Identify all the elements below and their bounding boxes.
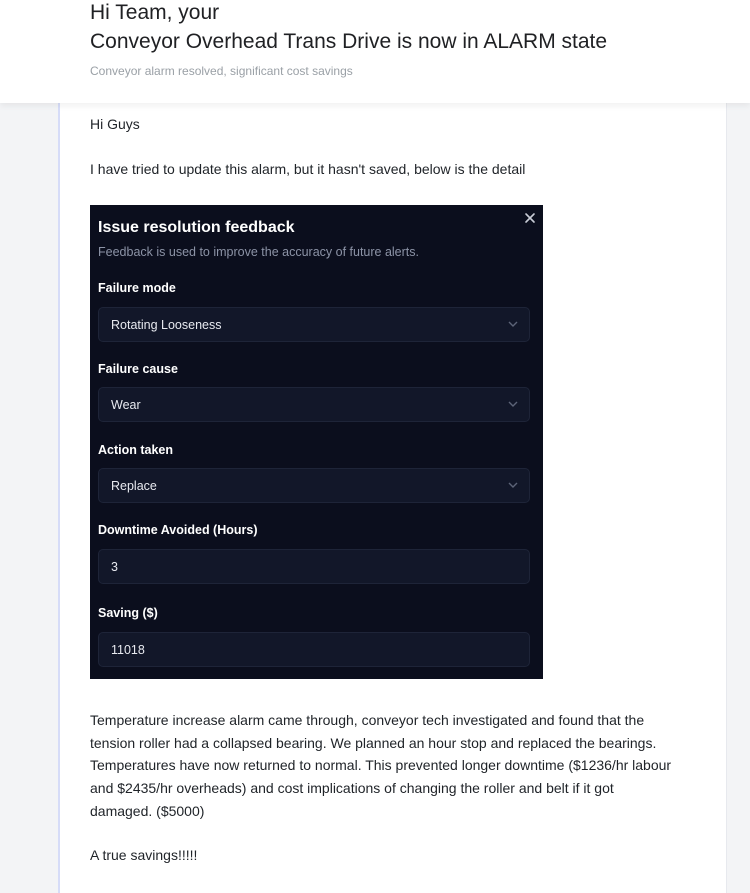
action-taken-label: Action taken <box>98 443 174 457</box>
saving-input[interactable] <box>98 632 530 667</box>
body-explanation: Temperature increase alarm came through, conveyor tech investigated and found that the tension roller had a collapsed bearing. We planned an hour stop and replaced the bearings. Temperatures have now returned to normal. This prevented longer downtime ($1236/hr labour and $2435/hr overheads) and cost implications of changing the roller and belt if it got damaged. ($5000) <box>90 712 672 819</box>
dialog-title: Issue resolution feedback <box>98 219 295 236</box>
dialog-subtitle: Feedback is used to improve the accuracy of future alerts. <box>98 245 419 259</box>
failure-cause-value: Wear <box>111 398 141 412</box>
body-intro: I have tried to update this alarm, but it hasn't saved, below is the detail <box>90 161 526 177</box>
body-salutation: Hi Guys <box>90 116 140 132</box>
downtime-avoided-input[interactable] <box>98 549 530 584</box>
failure-mode-select[interactable] <box>98 307 530 342</box>
chevron-down-icon <box>508 320 518 328</box>
close-icon[interactable] <box>523 211 537 225</box>
saving-value: 11018 <box>111 643 145 657</box>
email-header <box>0 0 750 103</box>
failure-cause-select[interactable] <box>98 387 530 422</box>
chevron-down-icon <box>508 400 518 408</box>
feedback-dialog-screenshot <box>90 205 543 679</box>
email-subject: Conveyor Overhead Trans Drive is now in ALARM state <box>90 30 608 53</box>
email-greeting: Hi Team, your <box>90 1 220 24</box>
saving-label: Saving ($) <box>98 606 158 620</box>
email-snippet: Conveyor alarm resolved, significant cost savings <box>90 64 353 78</box>
downtime-avoided-value: 3 <box>111 560 118 574</box>
failure-mode-value: Rotating Looseness <box>111 318 222 332</box>
failure-mode-label: Failure mode <box>98 281 176 295</box>
action-taken-select[interactable] <box>98 468 530 503</box>
chevron-down-icon <box>508 481 518 489</box>
failure-cause-label: Failure cause <box>98 362 178 376</box>
action-taken-value: Replace <box>111 479 157 493</box>
downtime-avoided-label: Downtime Avoided (Hours) <box>98 523 258 537</box>
body-closing: A true savings!!!!! <box>90 847 198 863</box>
